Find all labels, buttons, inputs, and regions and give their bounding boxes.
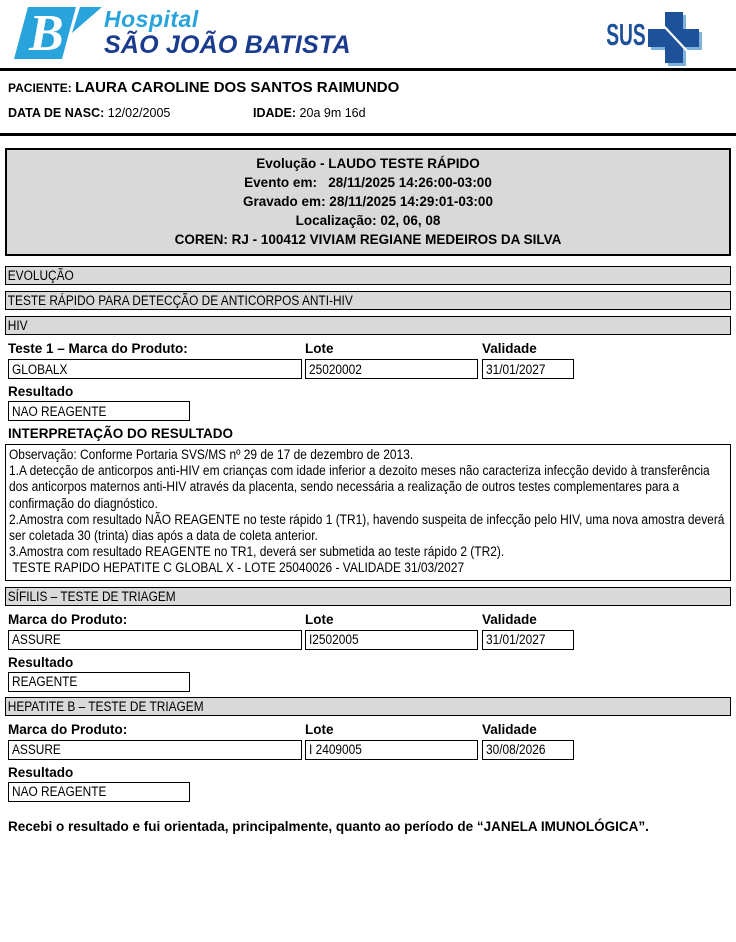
divider-patient xyxy=(0,133,736,136)
sus-cross-icon xyxy=(646,10,702,66)
section-bar-teste-hiv xyxy=(5,291,731,310)
sifilis-validade-value: 31/01/2027 xyxy=(486,632,546,648)
sifilis-lote-label: Lote xyxy=(305,611,334,627)
patient-name: LAURA CAROLINE DOS SANTOS RAIMUNDO xyxy=(75,79,400,96)
hepatite-b-labels-row xyxy=(8,722,728,738)
interpretation-line: TESTE RAPIDO HEPATITE C GLOBAL X - LOTE 25040026 - VALIDADE 31/03/2027 xyxy=(9,560,465,576)
hepatite-b-values-row xyxy=(8,740,728,760)
sifilis-validade-label: Validade xyxy=(482,611,537,627)
hiv-lote-field[interactable] xyxy=(305,359,478,379)
hepatite-b-resultado-label: Resultado xyxy=(8,764,74,780)
event-datetime: Evento em: 28/11/2025 14:26:00-03:00 xyxy=(244,175,492,190)
section-bar-hepatite-b xyxy=(5,697,731,716)
sifilis-resultado-field[interactable] xyxy=(8,672,190,692)
hospital-logo-icon xyxy=(14,5,102,63)
sifilis-labels-row xyxy=(8,612,728,628)
patient-info xyxy=(0,71,736,133)
age-value: 20a 9m 16d xyxy=(299,106,366,120)
sifilis-product-value: ASSURE xyxy=(12,632,61,648)
interpretation-line: 2.Amostra com resultado NÃO REAGENTE no teste rápido 1 (TR1), havendo suspeita de infecção pelo HIV, uma nova amostra deverá ser coletada 30 (trinta) dias após a data de coleta anterior. xyxy=(9,511,728,544)
hiv-product-label: Teste 1 – Marca do Produto: xyxy=(8,341,188,356)
svg-text:B: B xyxy=(29,5,64,62)
hiv-lote-label: Lote xyxy=(305,341,334,356)
interpretation-text xyxy=(9,447,730,577)
section-bar-hiv-label: HIV xyxy=(7,318,28,333)
hiv-validade-field[interactable] xyxy=(482,359,574,379)
hepatite-b-resultado-value: NAO REAGENTE xyxy=(12,784,107,800)
interpretation-title: INTERPRETAÇÃO DO RESULTADO xyxy=(8,426,233,441)
section-bar-evolucao xyxy=(5,266,731,285)
hospital-name-block xyxy=(104,8,351,58)
interpretation-box xyxy=(5,444,731,581)
hiv-resultado-label: Resultado xyxy=(8,384,74,399)
acknowledgement-text: Recebi o resultado e fui orientada, principalmente, quanto ao período de “JANELA IMUNOLÓGICA”. xyxy=(8,818,649,834)
hepatite-b-section xyxy=(0,722,736,802)
sus-label: SUS xyxy=(606,17,646,52)
hepatite-b-validade-value: 30/08/2026 xyxy=(486,742,546,758)
hiv-resultado-value: NAO REAGENTE xyxy=(12,403,107,419)
dob-label: DATA DE NASC: xyxy=(8,106,105,120)
hiv-test-section xyxy=(0,341,736,421)
hiv-test-labels-row xyxy=(8,341,728,357)
section-bar-hiv xyxy=(5,316,731,335)
hiv-test-values-row xyxy=(8,359,728,379)
hepatite-b-lote-label: Lote xyxy=(305,721,334,737)
hiv-resultado-field[interactable] xyxy=(8,401,190,421)
sifilis-lote-value: I2502005 xyxy=(309,632,359,648)
sifilis-resultado-value: REAGENTE xyxy=(12,674,78,690)
hepatite-b-validade-field[interactable] xyxy=(482,740,574,760)
hepatite-b-resultado-field[interactable] xyxy=(8,782,190,802)
section-bar-sifilis-label: SÍFILIS – TESTE DE TRIAGEM xyxy=(7,588,176,604)
hepatite-b-validade-label: Validade xyxy=(482,721,537,737)
sifilis-product-field[interactable] xyxy=(8,630,302,650)
sifilis-resultado-label: Resultado xyxy=(8,654,74,670)
saved-datetime: Gravado em: 28/11/2025 14:29:01-03:00 xyxy=(243,194,493,209)
hiv-product-field[interactable] xyxy=(8,359,302,379)
location: Localização: 02, 06, 08 xyxy=(295,213,441,228)
coren-professional: COREN: RJ - 100412 VIVIAM REGIANE MEDEIROS DA SILVA xyxy=(174,232,562,247)
interpretation-line: Observação: Conforme Portaria SVS/MS nº 29 de 17 de dezembro de 2013. xyxy=(9,447,414,462)
hiv-validade-value: 31/01/2027 xyxy=(486,361,546,377)
event-info-box xyxy=(5,148,731,256)
hospital-brand xyxy=(14,5,351,63)
hepatite-b-product-value: ASSURE xyxy=(12,742,61,758)
age-group xyxy=(253,106,366,120)
sifilis-section xyxy=(0,612,736,692)
hepatite-b-lote-value: I 2409005 xyxy=(309,742,362,758)
sifilis-product-label: Marca do Produto: xyxy=(8,611,128,627)
dob-value: 12/02/2005 xyxy=(107,106,171,120)
section-bar-hepatite-b-label: HEPATITE B – TESTE DE TRIAGEM xyxy=(7,698,204,714)
hiv-product-value: GLOBALX xyxy=(12,361,68,377)
section-bar-evolucao-label: EVOLUÇÃO xyxy=(7,268,74,283)
sifilis-values-row xyxy=(8,630,728,650)
hiv-validade-label: Validade xyxy=(482,341,537,356)
patient-name-row xyxy=(8,79,728,96)
age-label: IDADE: xyxy=(253,106,297,120)
interpretation-line: 3.Amostra com resultado REAGENTE no TR1, deverá ser submetida ao teste rápido 2 (TR2). xyxy=(9,544,505,560)
section-bar-sifilis xyxy=(5,587,731,606)
interpretation-line: 1.A detecção de anticorpos anti-HIV em crianças com idade inferior a dezoito meses não caracteriza infecção devido à transferência dos anticorpos maternos anti-HIV através da placenta, sendo necessária a realização de outros testes complementares para a confirmação do diagnóstico. xyxy=(9,463,713,511)
patient-dob-row xyxy=(8,106,728,120)
hepatite-b-product-label: Marca do Produto: xyxy=(8,721,128,737)
hepatite-b-lote-field[interactable] xyxy=(305,740,478,760)
hepatite-b-product-field[interactable] xyxy=(8,740,302,760)
event-title: Evolução - LAUDO TESTE RÁPIDO xyxy=(256,156,480,171)
section-bar-teste-hiv-label: TESTE RÁPIDO PARA DETECÇÃO DE ANTICORPOS ANTI-HIV xyxy=(7,293,353,308)
hiv-lote-value: 25020002 xyxy=(309,361,362,377)
sus-logo xyxy=(582,10,702,66)
sifilis-lote-field[interactable] xyxy=(305,630,478,650)
report-header xyxy=(0,0,736,68)
sifilis-validade-field[interactable] xyxy=(482,630,574,650)
hospital-name: SÃO JOÃO BATISTA xyxy=(104,31,351,59)
hospital-word: Hospital xyxy=(104,6,199,32)
patient-label: PACIENTE: xyxy=(8,81,72,95)
